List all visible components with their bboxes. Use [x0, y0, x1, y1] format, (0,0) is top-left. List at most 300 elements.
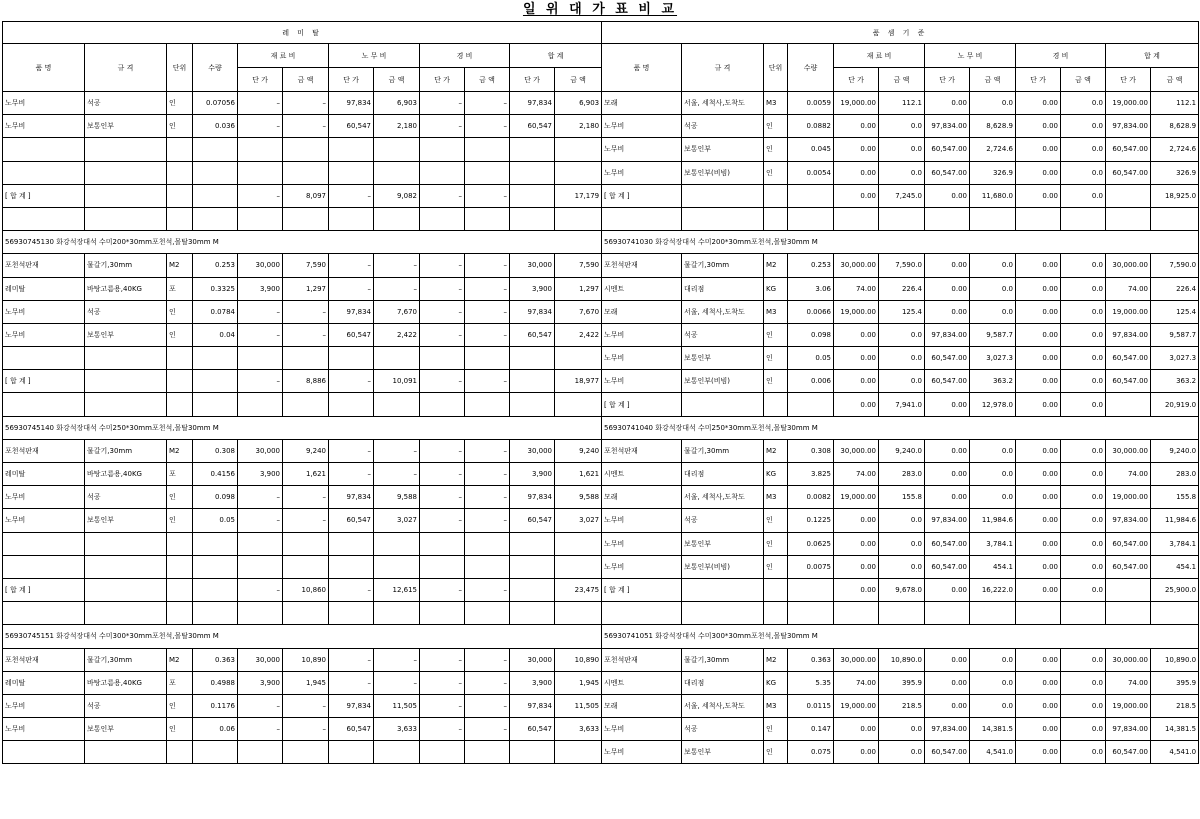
table-cell — [3, 347, 85, 370]
table-cell — [193, 602, 238, 625]
table-cell — [374, 138, 420, 161]
table-cell: – — [420, 184, 465, 207]
table-cell: – — [283, 92, 329, 115]
table-row — [3, 92, 602, 115]
table-cell — [167, 532, 193, 555]
table-cell: 2,180 — [555, 115, 602, 138]
table-cell: 3,900 — [238, 277, 283, 300]
table-row — [602, 602, 1199, 625]
table-cell: 0.045 — [788, 138, 834, 161]
table-cell: 60,547.00 — [925, 532, 970, 555]
table-cell: 97,834.00 — [1106, 323, 1151, 346]
table-cell: 0.0066 — [788, 300, 834, 323]
table-cell: 19,000.00 — [834, 300, 879, 323]
table-cell: 보통인부(비빔) — [682, 555, 764, 578]
table-cell: 0.0059 — [788, 92, 834, 115]
table-cell: [ 합 계 ] — [3, 578, 85, 601]
table-cell — [85, 161, 167, 184]
table-cell: 25,900.0 — [1151, 578, 1199, 601]
table-cell: – — [465, 370, 510, 393]
table-cell: 대리점 — [682, 463, 764, 486]
table-cell: 74.00 — [1106, 463, 1151, 486]
table-cell: 시멘트 — [602, 671, 682, 694]
table-cell: 23,475 — [555, 578, 602, 601]
table-cell — [3, 555, 85, 578]
table-cell: 3.825 — [788, 463, 834, 486]
table-cell: 0.1225 — [788, 509, 834, 532]
table-cell: 60,547.00 — [1106, 741, 1151, 764]
table-cell: – — [283, 323, 329, 346]
table-cell: 3,027 — [555, 509, 602, 532]
table-row — [3, 277, 602, 300]
table-cell: 노무비 — [3, 300, 85, 323]
table-cell: 0.00 — [1016, 323, 1061, 346]
table-cell: 0.00 — [1016, 694, 1061, 717]
table-cell: 인 — [764, 509, 788, 532]
table-cell — [420, 532, 465, 555]
table-cell: 0.00 — [1016, 393, 1061, 416]
table-cell: 대리점 — [682, 671, 764, 694]
table-cell: 0.0 — [1061, 463, 1106, 486]
table-cell — [510, 602, 555, 625]
table-cell — [1106, 578, 1151, 601]
table-cell: – — [420, 578, 465, 601]
table-cell: 석공 — [85, 486, 167, 509]
table-cell: M3 — [764, 300, 788, 323]
table-cell: 30,000 — [238, 648, 283, 671]
table-cell: 0.0 — [970, 694, 1016, 717]
table-cell: 인 — [167, 92, 193, 115]
table-cell: 0.0 — [1061, 347, 1106, 370]
table-cell — [420, 138, 465, 161]
table-cell: 9,240.0 — [879, 439, 925, 462]
table-left — [2, 21, 602, 764]
table-cell: 0.06 — [193, 718, 238, 741]
table-cell: – — [374, 254, 420, 277]
table-cell: 0.00 — [925, 184, 970, 207]
table-cell — [788, 393, 834, 416]
table-cell: 0.00 — [1016, 254, 1061, 277]
table-cell: 0.0115 — [788, 694, 834, 717]
table-cell: 30,000.00 — [834, 254, 879, 277]
table-cell: 1,297 — [555, 277, 602, 300]
section-title-row — [3, 231, 602, 254]
table-cell: 30,000 — [510, 439, 555, 462]
table-cell — [764, 578, 788, 601]
table-cell: – — [420, 323, 465, 346]
table-cell — [465, 555, 510, 578]
table-cell: 0.0 — [970, 277, 1016, 300]
table-cell: 노무비 — [3, 115, 85, 138]
table-cell: 30,000 — [238, 254, 283, 277]
table-cell: 8,097 — [283, 184, 329, 207]
table-cell: – — [465, 578, 510, 601]
table-cell: 노무비 — [602, 741, 682, 764]
table-row — [3, 439, 602, 462]
table-cell: 11,505 — [374, 694, 420, 717]
table-cell — [555, 207, 602, 230]
table-cell — [374, 347, 420, 370]
section-title-cell: 56930745130 화강석장대석 수미200*30mm포천석,몰탈30mm M — [3, 231, 602, 254]
table-cell: 0.0 — [1061, 741, 1106, 764]
table-cell: 3.06 — [788, 277, 834, 300]
table-cell: 0.00 — [1016, 439, 1061, 462]
table-cell: 395.9 — [1151, 671, 1199, 694]
table-cell: 모래 — [602, 300, 682, 323]
table-cell: 0.0 — [1061, 138, 1106, 161]
table-cell: 2,422 — [555, 323, 602, 346]
table-cell: 대리점 — [682, 277, 764, 300]
col-header-unit-price: 단 가 — [329, 68, 374, 92]
table-cell — [167, 370, 193, 393]
table-cell — [682, 602, 764, 625]
table-cell: 0.0 — [1061, 555, 1106, 578]
table-cell — [283, 347, 329, 370]
table-cell: 226.4 — [1151, 277, 1199, 300]
section-title-row — [602, 625, 1199, 648]
table-cell: 0.00 — [925, 578, 970, 601]
table-cell — [420, 161, 465, 184]
table-cell: – — [329, 370, 374, 393]
col-header-unit-price: 단 가 — [238, 68, 283, 92]
table-cell: 9,587.7 — [1151, 323, 1199, 346]
table-cell: M3 — [764, 694, 788, 717]
table-cell: – — [465, 439, 510, 462]
table-cell: 노무비 — [602, 532, 682, 555]
table-cell: 97,834.00 — [925, 509, 970, 532]
table-cell — [329, 207, 374, 230]
table-cell: – — [238, 486, 283, 509]
table-cell — [167, 161, 193, 184]
table-cell: 물갈기,30mm — [682, 648, 764, 671]
table-cell: 인 — [764, 347, 788, 370]
table-cell — [374, 393, 420, 416]
table-cell: – — [238, 323, 283, 346]
table-cell: 155.8 — [879, 486, 925, 509]
table-cell: 0.0 — [970, 486, 1016, 509]
table-cell — [788, 184, 834, 207]
table-cell: 0.00 — [1016, 115, 1061, 138]
table-cell: 0.0 — [1061, 694, 1106, 717]
table-cell: – — [283, 486, 329, 509]
table-cell: – — [238, 184, 283, 207]
table-cell: 74.00 — [834, 277, 879, 300]
col-header-amount: 금 액 — [374, 68, 420, 92]
table-cell: 인 — [167, 486, 193, 509]
table-cell — [555, 555, 602, 578]
col-header-unit: 단위 — [764, 44, 788, 92]
section-title-cell: 56930741030 화강석장대석 수미200*30mm포천석,몰탈30mm M — [602, 231, 1199, 254]
table-cell: 3,900 — [510, 463, 555, 486]
table-cell — [465, 347, 510, 370]
col-header-group: 합 계 — [510, 44, 602, 68]
table-cell — [3, 138, 85, 161]
table-cell — [85, 393, 167, 416]
table-cell: [ 합 계 ] — [602, 184, 682, 207]
table-cell: – — [420, 300, 465, 323]
table-cell — [329, 532, 374, 555]
table-cell: 0.00 — [1016, 509, 1061, 532]
table-cell: 노무비 — [602, 555, 682, 578]
table-cell: 0.0 — [970, 439, 1016, 462]
table-cell: 노무비 — [602, 347, 682, 370]
table-cell: 60,547.00 — [925, 347, 970, 370]
table-cell: 7,670 — [374, 300, 420, 323]
table-cell: 19,000.00 — [834, 694, 879, 717]
table-cell — [283, 602, 329, 625]
table-row — [602, 463, 1199, 486]
table-cell: KG — [764, 277, 788, 300]
table-cell: – — [420, 115, 465, 138]
table-cell: 노무비 — [3, 718, 85, 741]
table-cell — [510, 393, 555, 416]
table-row — [602, 509, 1199, 532]
table-cell: 포천석판재 — [3, 254, 85, 277]
table-cell: 0.00 — [1016, 555, 1061, 578]
table-cell: 125.4 — [879, 300, 925, 323]
table-cell — [329, 393, 374, 416]
table-cell: 125.4 — [1151, 300, 1199, 323]
table-cell — [879, 602, 925, 625]
table-cell: – — [329, 671, 374, 694]
table-cell: 60,547 — [510, 509, 555, 532]
table-cell: 60,547 — [329, 115, 374, 138]
table-cell: – — [465, 277, 510, 300]
table-cell: 7,941.0 — [879, 393, 925, 416]
table-cell: 시멘트 — [602, 277, 682, 300]
table-cell: 0.00 — [925, 671, 970, 694]
table-cell: 0.0075 — [788, 555, 834, 578]
col-header-unit-price: 단 가 — [1016, 68, 1061, 92]
table-cell: 0.00 — [834, 161, 879, 184]
table-cell: 노무비 — [3, 694, 85, 717]
table-cell: 노무비 — [3, 92, 85, 115]
table-cell: 9,240.0 — [1151, 439, 1199, 462]
table-cell — [374, 602, 420, 625]
table-cell — [329, 602, 374, 625]
table-cell: 112.1 — [879, 92, 925, 115]
table-row — [3, 741, 602, 764]
table-cell: 0.00 — [1016, 138, 1061, 161]
table-cell: 283.0 — [1151, 463, 1199, 486]
table-cell — [465, 161, 510, 184]
table-cell — [764, 184, 788, 207]
table-cell — [85, 207, 167, 230]
table-cell — [970, 207, 1016, 230]
table-cell: 97,834.00 — [925, 323, 970, 346]
table-cell: – — [329, 254, 374, 277]
table-cell — [3, 741, 85, 764]
table-cell: 석공 — [85, 92, 167, 115]
table-cell — [970, 602, 1016, 625]
table-row — [3, 347, 602, 370]
table-cell — [510, 184, 555, 207]
table-cell: 74.00 — [1106, 671, 1151, 694]
table-cell: – — [420, 254, 465, 277]
document-title — [0, 1, 1200, 19]
table-cell — [420, 741, 465, 764]
table-cell: 레미탈 — [3, 277, 85, 300]
table-cell: 0.00 — [1016, 718, 1061, 741]
table-cell: 모래 — [602, 694, 682, 717]
table-cell: 60,547.00 — [1106, 347, 1151, 370]
table-cell: 0.00 — [1016, 184, 1061, 207]
table-row — [602, 671, 1199, 694]
table-cell — [764, 602, 788, 625]
table-cell: – — [329, 184, 374, 207]
table-cell — [283, 741, 329, 764]
table-cell: 0.0 — [879, 138, 925, 161]
table-cell: – — [465, 694, 510, 717]
col-header-amount: 금 액 — [1151, 68, 1199, 92]
table-cell: 노무비 — [602, 115, 682, 138]
table-cell — [510, 161, 555, 184]
table-row — [3, 184, 602, 207]
table-row — [3, 207, 602, 230]
table-cell: 0.00 — [1016, 486, 1061, 509]
table-cell: 0.00 — [925, 300, 970, 323]
table-cell: 97,834 — [510, 92, 555, 115]
table-cell — [510, 207, 555, 230]
table-cell: M3 — [764, 92, 788, 115]
table-cell — [555, 602, 602, 625]
table-row — [3, 370, 602, 393]
table-cell: 0.00 — [925, 439, 970, 462]
table-cell: 0.308 — [193, 439, 238, 462]
table-cell: 인 — [167, 509, 193, 532]
table-cell: 물갈기,30mm — [85, 254, 167, 277]
table-cell — [682, 393, 764, 416]
table-header-row — [602, 44, 1199, 68]
table-cell: 218.5 — [879, 694, 925, 717]
table-cell: 97,834.00 — [925, 718, 970, 741]
table-cell: – — [238, 718, 283, 741]
col-header-unit-price: 단 가 — [510, 68, 555, 92]
table-row — [602, 532, 1199, 555]
table-cell — [85, 602, 167, 625]
table-cell: 9,678.0 — [879, 578, 925, 601]
table-row — [3, 555, 602, 578]
table-cell: 97,834 — [510, 300, 555, 323]
table-cell — [420, 207, 465, 230]
table-cell: 14,381.5 — [970, 718, 1016, 741]
table-cell: M2 — [167, 254, 193, 277]
table-cell: 9,588 — [374, 486, 420, 509]
table-cell: 석공 — [682, 509, 764, 532]
table-cell: 2,180 — [374, 115, 420, 138]
table-cell: 0.0 — [1061, 532, 1106, 555]
table-cell — [420, 393, 465, 416]
table-cell: 0.253 — [193, 254, 238, 277]
table-cell: 인 — [764, 115, 788, 138]
table-cell — [329, 347, 374, 370]
table-cell — [1016, 602, 1061, 625]
table-row — [602, 138, 1199, 161]
table-row — [3, 115, 602, 138]
table-cell: M2 — [764, 648, 788, 671]
table-cell: – — [465, 509, 510, 532]
table-cell — [788, 207, 834, 230]
table-cell — [167, 555, 193, 578]
table-cell: 0.00 — [1016, 300, 1061, 323]
table-cell: 물갈기,30mm — [682, 439, 764, 462]
table-cell: 0.308 — [788, 439, 834, 462]
table-cell: 97,834 — [329, 92, 374, 115]
table-cell — [193, 741, 238, 764]
table-cell — [85, 184, 167, 207]
table-cell — [238, 138, 283, 161]
table-cell: 3,900 — [510, 277, 555, 300]
section-title-row — [602, 231, 1199, 254]
table-cell — [465, 741, 510, 764]
table-cell: – — [283, 718, 329, 741]
table-cell: – — [238, 578, 283, 601]
table-cell — [193, 370, 238, 393]
table-cell: 인 — [764, 532, 788, 555]
table-cell: 9,588 — [555, 486, 602, 509]
table-cell: – — [283, 115, 329, 138]
table-cell — [85, 370, 167, 393]
table-cell: 0.363 — [193, 648, 238, 671]
table-cell: 9,240 — [555, 439, 602, 462]
table-cell: 0.0 — [1061, 718, 1106, 741]
table-row — [3, 532, 602, 555]
table-cell: – — [283, 694, 329, 717]
table-cell: 60,547.00 — [1106, 138, 1151, 161]
table-cell — [85, 138, 167, 161]
table-cell — [85, 347, 167, 370]
table-cell: 0.0 — [879, 323, 925, 346]
table-cell: 60,547 — [329, 323, 374, 346]
table-cell: 보통인부 — [85, 115, 167, 138]
table-cell: 0.098 — [788, 323, 834, 346]
table-cell: – — [420, 277, 465, 300]
table-cell: [ 합 계 ] — [3, 370, 85, 393]
table-header-row — [602, 22, 1199, 44]
table-cell: 인 — [764, 323, 788, 346]
table-cell: 0.00 — [1016, 532, 1061, 555]
table-cell: 60,547 — [510, 718, 555, 741]
table-cell: 326.9 — [970, 161, 1016, 184]
table-cell — [834, 207, 879, 230]
table-cell — [555, 393, 602, 416]
table-cell — [238, 555, 283, 578]
table-cell: KG — [764, 671, 788, 694]
table-cell: 시멘트 — [602, 463, 682, 486]
col-header-unit-price: 단 가 — [1106, 68, 1151, 92]
table-row — [602, 486, 1199, 509]
table-cell — [193, 347, 238, 370]
table-cell — [555, 347, 602, 370]
table-row — [3, 509, 602, 532]
table-cell: 74.00 — [834, 671, 879, 694]
table-cell: 석공 — [85, 300, 167, 323]
table-cell: – — [420, 463, 465, 486]
table-cell: 0.363 — [788, 648, 834, 671]
table-row — [602, 254, 1199, 277]
table-cell: 19,000.00 — [834, 486, 879, 509]
table-cell: 6,903 — [555, 92, 602, 115]
table-cell: 3,784.1 — [970, 532, 1016, 555]
table-cell: – — [374, 648, 420, 671]
table-cell: 인 — [764, 161, 788, 184]
table-cell: 0.00 — [1016, 463, 1061, 486]
table-cell: 7,590.0 — [879, 254, 925, 277]
table-cell: 0.006 — [788, 370, 834, 393]
table-cell: 363.2 — [1151, 370, 1199, 393]
table-cell: 0.05 — [193, 509, 238, 532]
table-cell — [510, 741, 555, 764]
